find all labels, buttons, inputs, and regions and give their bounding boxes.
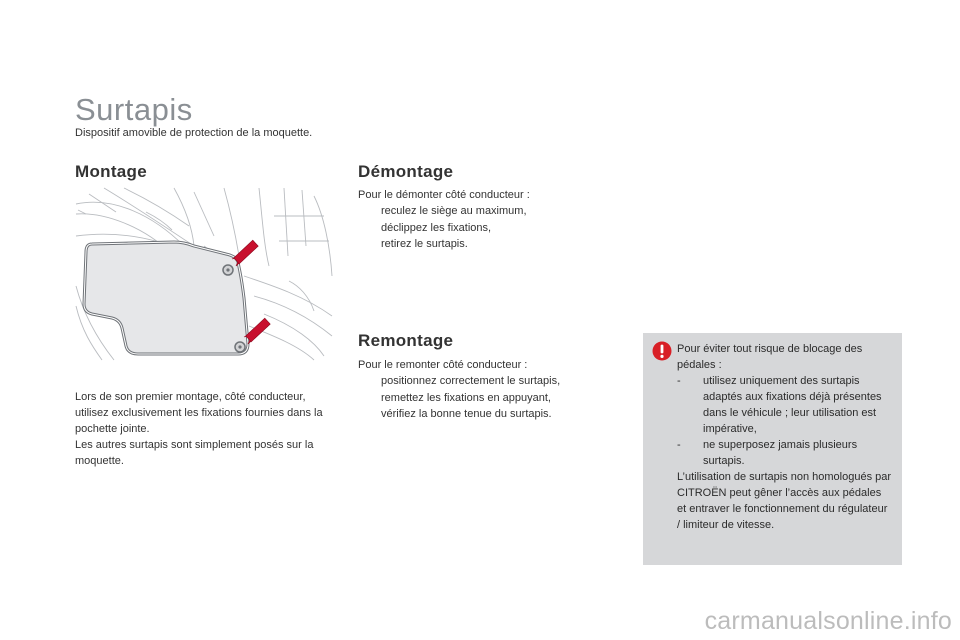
warning-item-text: ne superposez jamais plusieurs surtapis. <box>703 439 858 467</box>
step-text: vérifiez la bonne tenue du surtapis. <box>381 408 552 420</box>
warning-closing: L’utilisation de surtapis non homologués par CITROËN peut gêner l’accès aux pédales et entraver le fonctionnement du régulateur / limiteur de vitesse. <box>677 471 892 531</box>
list-item <box>358 390 618 407</box>
warning-box <box>643 333 902 565</box>
montage-paragraph: Lors de son premier montage, côté conducteur, utilisez exclusivement les fixations fournies dans la pochette jointe. <box>75 391 323 435</box>
warning-intro: Pour éviter tout risque de blocage des pédales : <box>677 343 863 371</box>
remontage-steps <box>358 373 618 423</box>
list-item <box>358 373 618 390</box>
montage-text <box>75 389 337 469</box>
remontage-intro: Pour le remonter côté conducteur : <box>358 359 528 371</box>
watermark: carmanualsonline.info <box>704 607 952 635</box>
remontage-heading: Remontage <box>358 331 454 350</box>
dash-marker: - <box>677 375 681 387</box>
dash-marker: - <box>677 439 681 451</box>
warning-list <box>677 373 893 469</box>
page-title: Surtapis <box>75 92 193 127</box>
demontage-steps <box>358 203 618 253</box>
warning-item-text: utilisez uniquement des surtapis adaptés aux fixations déjà présentes dans le véhicule ; leur utilisation est impérative, <box>703 375 882 435</box>
list-item <box>677 437 893 469</box>
list-item <box>358 236 618 253</box>
warning-text <box>677 341 893 533</box>
step-text: déclippez les fixations, <box>381 221 492 234</box>
step-text: remettez les fixations en appuyant, <box>381 391 551 404</box>
montage-heading: Montage <box>75 162 147 181</box>
step-text: retirez le surtapis. <box>381 238 468 250</box>
floor-mat-illustration <box>74 186 336 362</box>
step-text: positionnez correctement le surtapis, <box>381 375 561 387</box>
remontage-text <box>358 357 618 423</box>
warning-exclamation-icon <box>652 341 672 361</box>
list-item <box>358 406 618 423</box>
montage-paragraph: Les autres surtapis sont simplement posés sur la moquette. <box>75 439 314 467</box>
list-item <box>358 220 618 237</box>
demontage-heading: Démontage <box>358 162 454 181</box>
demontage-intro: Pour le démonter côté conducteur : <box>358 189 530 201</box>
demontage-text <box>358 187 618 253</box>
list-item <box>358 203 618 220</box>
list-item <box>677 373 893 437</box>
step-text: reculez le siège au maximum, <box>381 205 527 217</box>
page-subtitle: Dispositif amovible de protection de la moquette. <box>75 127 313 139</box>
